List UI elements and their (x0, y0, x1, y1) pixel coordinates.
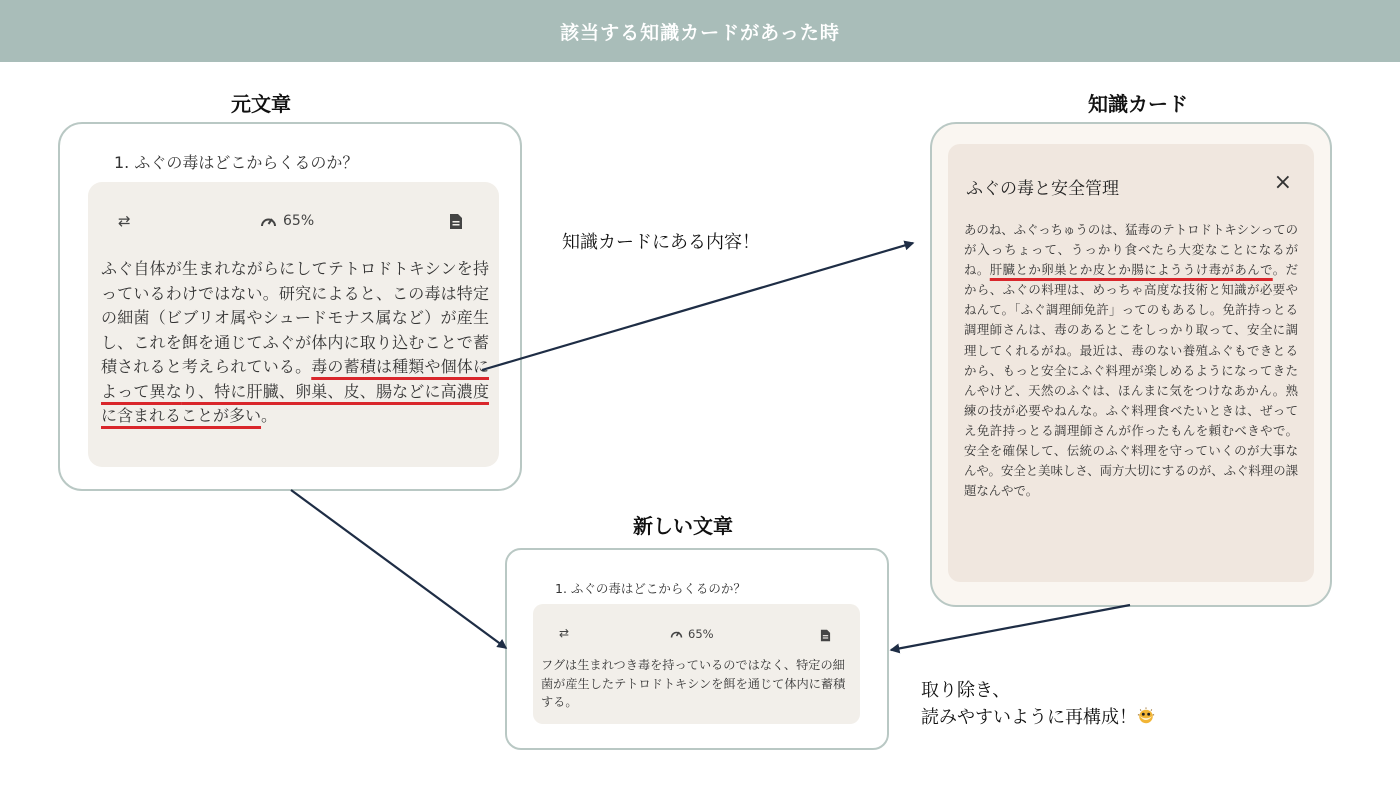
new-section-title: 新しい文章 (633, 514, 733, 538)
swap-arrows-icon[interactable]: ⇄ (559, 626, 570, 640)
highlight-line-2: り、特に肝臓、卵巣、皮、腸などに高濃度に含 (101, 381, 489, 425)
new-answer-text: フグは生まれつき毒を持っているのではなく、特定の細菌が産生したテトロドトキシンを餌を通じて体内に蓄積する。 (541, 658, 846, 709)
new-gauge-value: 65% (688, 627, 714, 641)
answer-end: 。 (261, 406, 278, 425)
question-heading: 1. ふぐの毒はどこからくるのか？ (114, 153, 359, 172)
knowledge-card-title: ふぐの毒と安全管理 (966, 179, 1119, 199)
close-icon[interactable]: × (1273, 170, 1292, 195)
highlight-line-3: まれることが多い (133, 406, 262, 425)
original-section-title: 元文章 (231, 92, 291, 116)
rebuild-note-line-1: 取り除き、 (921, 680, 1011, 701)
knowledge-section-title: 知識カード (1088, 92, 1188, 116)
arrow-label: 知識カードにある内容！ (562, 232, 760, 253)
arrow-knowledge-to-new (891, 605, 1130, 650)
highlight-line-1: 毒の蓄積は種類や個体によって異な (101, 357, 489, 401)
rebuild-note-line-2: 読みやすいように再構成！ (921, 704, 1155, 731)
knowledge-text-before: あのね、ふぐっちゅうのは、猛毒のテトロドトキシンってのが入っちょって、うっかり食べたら大変なことになるがね。 (964, 222, 1298, 278)
knowledge-text-after: 。だから、ふぐの料理は、めっちゃ高度な技術と知識が必要やねんて。「ふぐ調理師免許」ってのもあるし。免許持っとる調理師さんは、毒のあるとこをしっかり取って、安全に調理してくれるがね。最近は、毒のない養殖ふぐもできとるから、もっと安全にふぐ料理が楽しめるようになってきたんやけど、天然のふぐは、ほんまに気をつけなあかん。熟練の技が必要やねんな。ふぐ料理食べたいときは、ぜってえ免許持っとる調理師さんが作ったもんを頼むべきやで。安全を確保して、伝統のふぐ料理を守っていくのが大事なんや。安全と美味しさ、両方大切にするのが、ふぐ料理の課題なんやで。 (964, 262, 1298, 499)
gauge-value: 65% (283, 213, 315, 229)
answer-plain-text: ふぐ自体が生まれながらにしてテトロドトキシンを持っているわけではない。研究によると、この毒は特定の細菌（ビブリオ属やシュードモナス属など）が産生し、これを餌を通じてふぐが体内に取り込むことで蓄積されると考えられている。 (101, 259, 489, 376)
banner-title: 該当する知識カードがあった時 (560, 21, 840, 44)
swap-arrows-icon[interactable]: ⇄ (118, 212, 131, 230)
knowledge-highlight: 肝臓とか卵巣とか皮とか腸によううけ毒があんで (989, 262, 1273, 278)
arrow-original-to-knowledge (482, 243, 913, 370)
new-question-heading: 1. ふぐの毒はどこからくるのか？ (555, 581, 746, 596)
arrow-original-to-new (291, 490, 506, 648)
